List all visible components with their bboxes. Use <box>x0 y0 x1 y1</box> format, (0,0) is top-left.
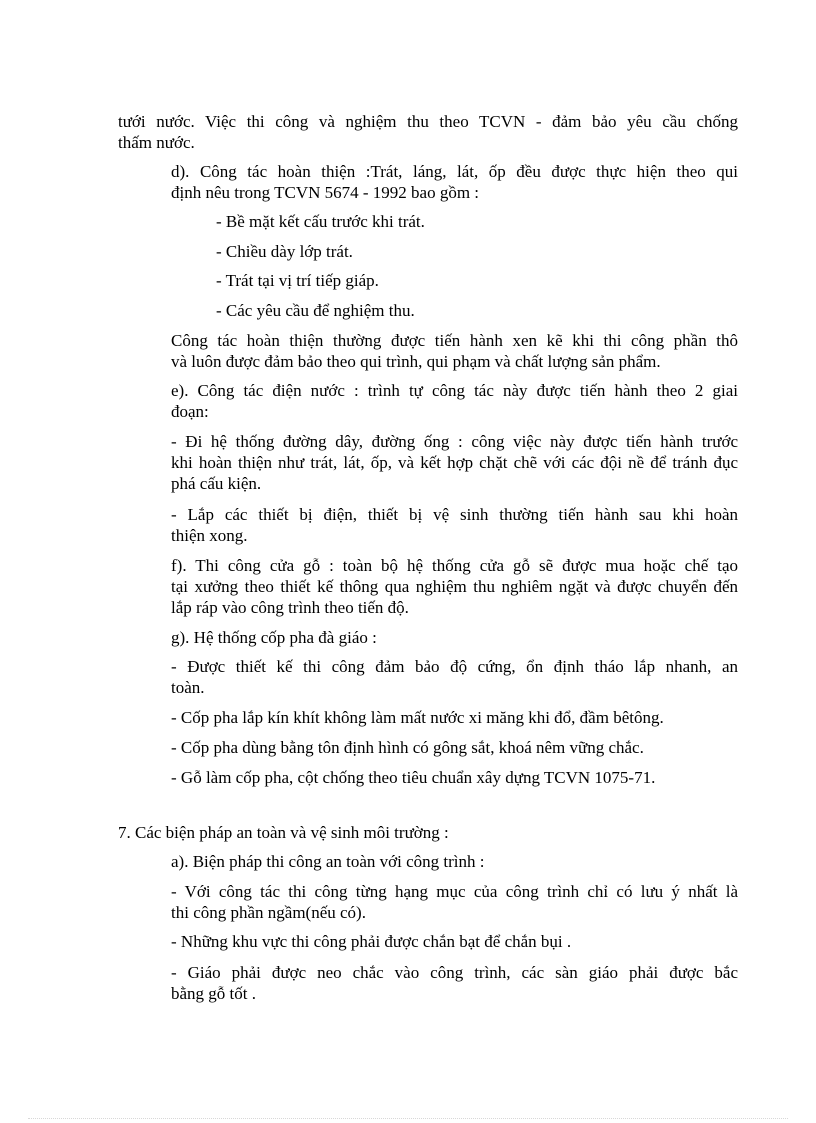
text-line: - Những khu vực thi công phải được chắn bạt để chắn bụi . <box>171 932 572 951</box>
list-item <box>118 737 738 758</box>
text-line: tại xưởng theo thiết kế thông qua nghiệm thu nghiêm ngặt và được chuyển đến <box>171 577 738 596</box>
text-line: - Gỗ làm cốp pha, cột chống theo tiêu chuẩn xây dựng TCVN 1075-71. <box>171 768 656 787</box>
text-line: định nêu trong TCVN 5674 - 1992 bao gồm : <box>171 183 480 202</box>
paragraph-finishing-note <box>118 330 738 372</box>
text-line: - Lắp các thiết bị điện, thiết bị vệ sinh thường tiến hành sau khi hoàn <box>171 505 738 524</box>
list-item <box>216 211 716 232</box>
paragraph-electrical-plumbing <box>118 380 738 422</box>
text-line: toàn. <box>171 678 205 697</box>
paragraph-wiring-stage <box>118 431 738 494</box>
text-line: thiện xong. <box>171 526 248 545</box>
text-line: - Chiều dày lớp trát. <box>216 242 353 261</box>
text-line: thi công phần ngầm(nếu có). <box>171 903 366 922</box>
text-line: - Với công tác thi công từng hạng mục của công trình chỉ có lưu ý nhất là <box>171 882 738 901</box>
list-item <box>216 300 716 321</box>
text-line: khi hoàn thiện như trát, lát, ốp, và kết hợp chặt chẽ với các đội nề để tránh đục <box>171 453 738 472</box>
paragraph-underground-works <box>118 881 738 923</box>
paragraph-waterproofing <box>118 111 738 153</box>
paragraph-finishing-work <box>118 161 738 203</box>
text-line: f). Thi công cửa gỗ : toàn bộ hệ thống cửa gỗ sẽ được mua hoặc chế tạo <box>171 556 738 575</box>
list-item <box>118 707 738 728</box>
list-item <box>216 270 716 291</box>
section-heading-safety <box>118 822 738 843</box>
text-line: - Các yêu cầu để nghiệm thu. <box>216 301 415 320</box>
text-line: và luôn được đảm bảo theo qui trình, qui phạm và chất lượng sản phẩm. <box>171 352 661 371</box>
list-item <box>118 767 738 788</box>
paragraph-formwork-design <box>118 656 738 698</box>
text-line: - Được thiết kế thi công đảm bảo độ cứng, ổn định tháo lắp nhanh, an <box>171 657 738 676</box>
text-line: d). Công tác hoàn thiện :Trát, láng, lát, ốp đều được thực hiện theo qui <box>171 162 738 181</box>
text-line: Công tác hoàn thiện thường được tiến hành xen kẽ khi thi công phần thô <box>171 331 738 350</box>
text-line: g). Hệ thống cốp pha đà giáo : <box>171 628 377 647</box>
paragraph-safety-measures <box>118 851 738 872</box>
text-line: - Cốp pha dùng bằng tôn định hình có gông sắt, khoá nêm vững chắc. <box>171 738 644 757</box>
text-line: e). Công tác điện nước : trình tự công tác này được tiến hành theo 2 giai <box>171 381 738 400</box>
text-line: lắp ráp vào công trình theo tiến độ. <box>171 598 409 617</box>
text-line: - Giáo phải được neo chắc vào công trình, các sàn giáo phải được bắc <box>171 963 738 982</box>
paragraph-formwork-heading <box>118 627 738 648</box>
list-item <box>118 931 738 952</box>
paragraph-wood-doors <box>118 555 738 618</box>
text-line: - Đi hệ thống đường dây, đường ống : công việc này được tiến hành trước <box>171 432 738 451</box>
page-footer-divider <box>28 1118 788 1119</box>
text-line: thấm nước. <box>118 133 195 152</box>
text-line: phá cấu kiện. <box>171 474 262 493</box>
list-item <box>216 241 716 262</box>
text-line: tưới nước. Việc thi công và nghiệm thu theo TCVN - đảm bảo yêu cầu chống <box>118 112 738 131</box>
text-line: a). Biện pháp thi công an toàn với công trình : <box>171 852 485 871</box>
text-line: - Cốp pha lắp kín khít không làm mất nước xi măng khi đổ, đầm bêtông. <box>171 708 664 727</box>
text-line: 7. Các biện pháp an toàn và vệ sinh môi trường : <box>118 823 449 842</box>
text-line: đoạn: <box>171 402 209 421</box>
text-line: - Bề mặt kết cấu trước khi trát. <box>216 212 425 231</box>
text-line: bằng gỗ tốt . <box>171 984 256 1003</box>
paragraph-scaffolding <box>118 962 738 1004</box>
text-line: - Trát tại vị trí tiếp giáp. <box>216 271 379 290</box>
paragraph-equipment-stage <box>118 504 738 546</box>
